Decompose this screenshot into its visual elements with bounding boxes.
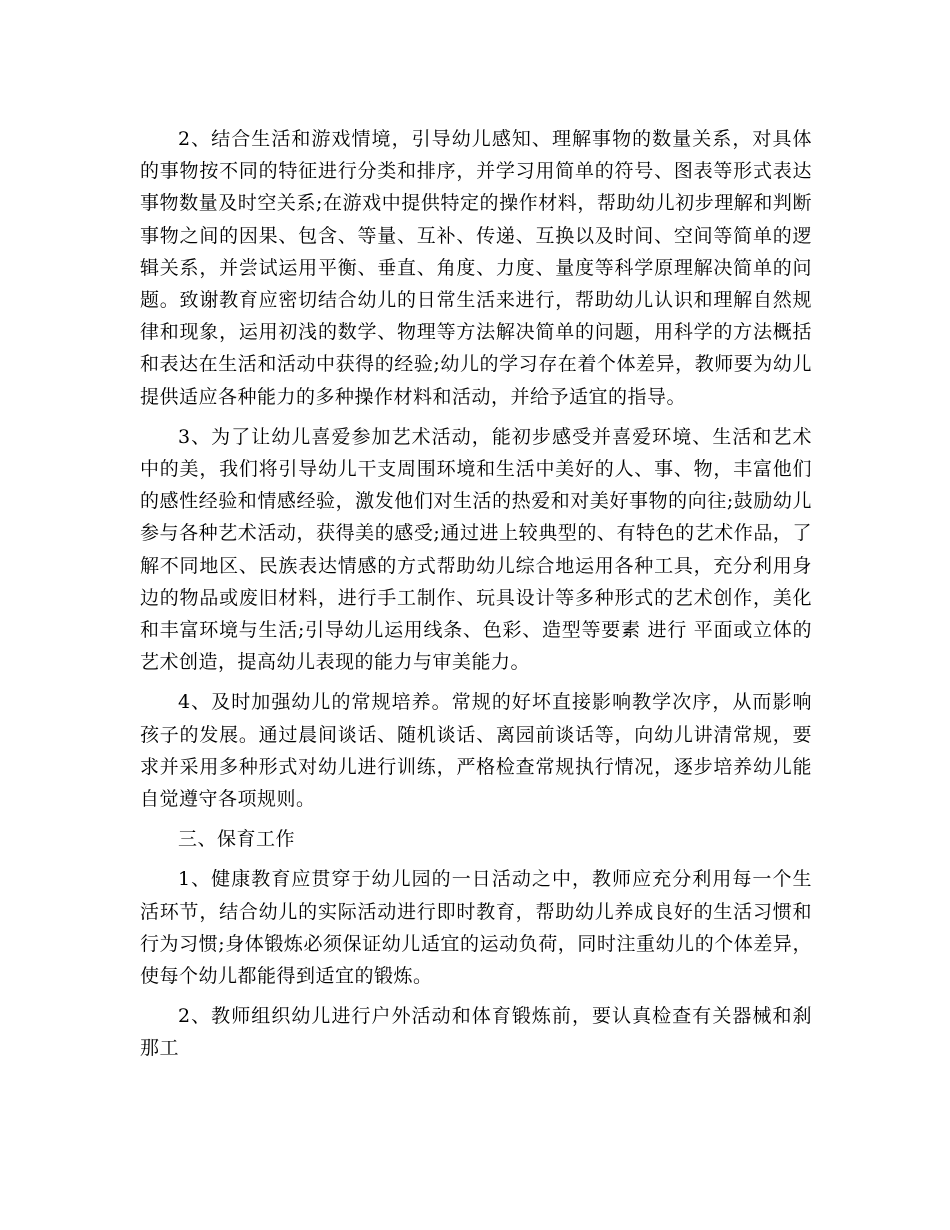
paragraph-health-education: 1、健康教育应贯穿于幼儿园的一日活动之中，教师应充分利用每一个生活环节，结合幼儿的实际活动进行即时教育，帮助幼儿养成良好的生活习惯和行为习惯;身体锻炼必须保证幼儿适宜的运动负荷，同时注重幼儿的个体差异，使每个幼儿都能得到适宜的锻炼。	[140, 868, 812, 988]
section-heading-care-work: 三、保育工作	[178, 828, 296, 851]
document-page	[140, 123, 812, 1073]
paragraph-math-cognition: 2、结合生活和游戏情境，引导幼儿感知、理解事物的数量关系，对具体的事物按不同的特征进行分类和排序，并学习用简单的符号、图表等形式表达事物数量及时空关系;在游戏中提供特定的操作材料，帮助幼儿初步理解和判断事物之间的因果、包含、等量、互补、传递、互换以及时间、空间等简单的逻辑关系，并尝试运用平衡、垂直、角度、力度、量度等科学原理解决简单的问题。致谢教育应密切结合幼儿的日常生活来进行，帮助幼儿认识和理解自然规律和现象，运用初浅的数学、物理等方法解决简单的问题，用科学的方法概括和表达在生活和活动中获得的经验;幼儿的学习存在着个体差异，教师要为幼儿提供适应各种能力的多种操作材料和活动，并给予适宜的指导。	[140, 128, 812, 408]
paragraph-art-activities: 3、为了让幼儿喜爱参加艺术活动，能初步感受并喜爱环境、生活和艺术中的美，我们将引导幼儿干支周围环境和生活中美好的人、事、物，丰富他们的感性经验和情感经验，激发他们对生活的热爱和对美好事物的向往;鼓励幼儿参与各种艺术活动，获得美的感受;通过进上较典型的、有特色的艺术作品，了解不同地区、民族表达情感的方式帮助幼儿综合地运用各种工具，充分利用身边的物品或废旧材料，进行手工制作、玩具设计等多种形式的艺术创作，美化和丰富环境与生活;引导幼儿运用线条、色彩、造型等要素 进行 平面或立体的艺术创造，提高幼儿表现的能力与审美能力。	[140, 425, 812, 674]
paragraph-outdoor-activities: 2、教师组织幼儿进行户外活动和体育锻炼前，要认真检查有关器械和刹那工	[140, 1005, 812, 1060]
paragraph-routine-training: 4、及时加强幼儿的常规培养。常规的好坏直接影响教学次序，从而影响孩子的发展。通过晨间谈话、随机谈话、离园前谈话等，向幼儿讲清常规，要求并采用多种形式对幼儿进行训练，严格检查常规执行情况，逐步培养幼儿能自觉遵守各项规则。	[140, 691, 812, 811]
